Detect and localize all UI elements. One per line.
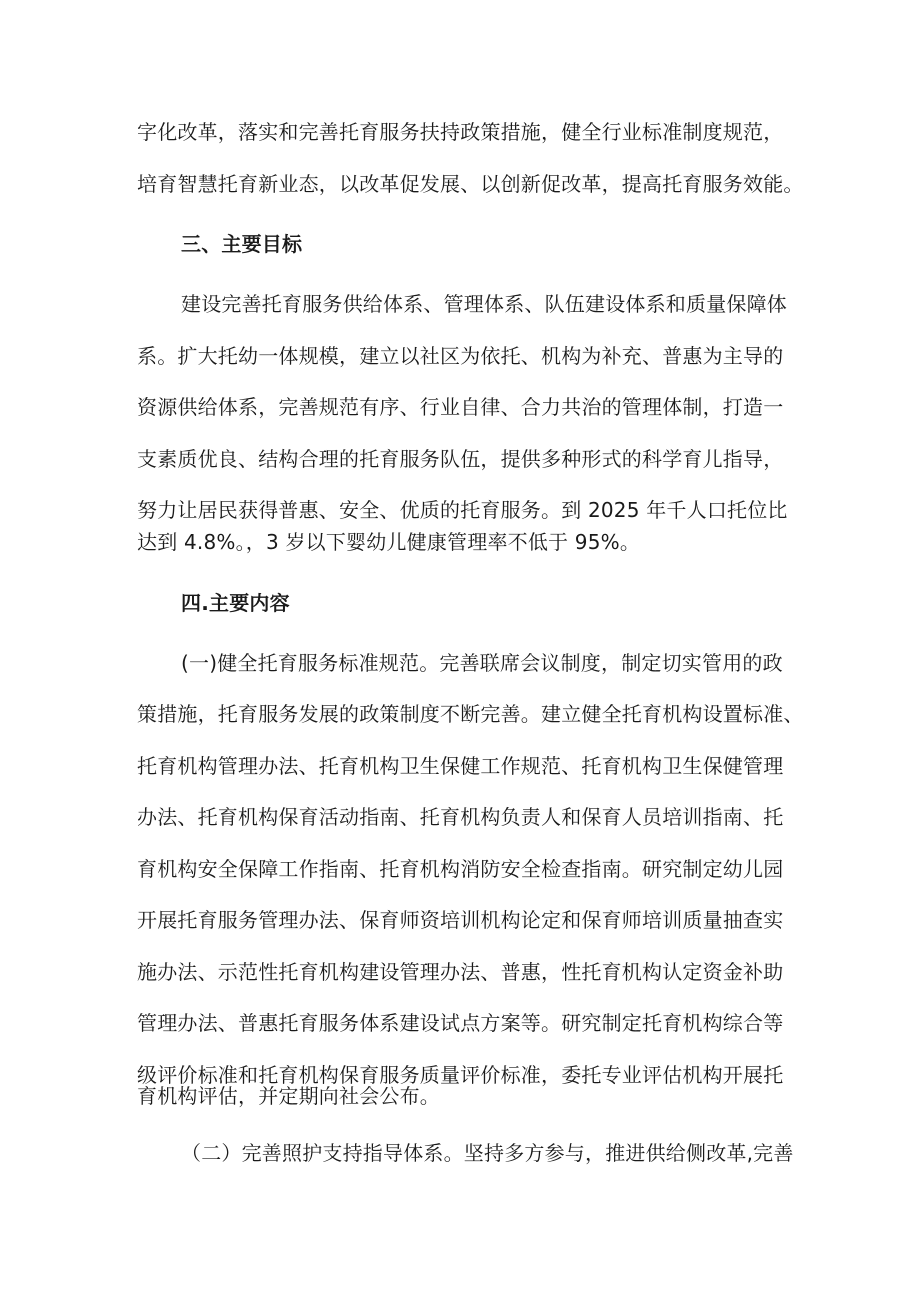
section-heading-main-goals: 三、主要目标 [181, 232, 303, 256]
paragraph-line: 育机构评估，并定期向社会公布。 [137, 1084, 440, 1108]
paragraph-line: 支素质优良、结构合理的托育服务队伍，提供多种形式的科学育儿指导， [137, 447, 784, 471]
paragraph-line: 努力让居民获得普惠、安全、优质的托育服务。到 2025 年千人口托位比 [137, 498, 788, 522]
paragraph-line: 级评价标准和托育机构保育服务质量评价标准，委托专业评估机构开展托 [137, 1063, 784, 1087]
paragraph-line: 建设完善托育服务供给体系、管理体系、队伍建设体系和质量保障体 [181, 292, 787, 316]
paragraph-line: （二）完善照护支持指导体系。坚持多方参与，推进供给侧改革,完善 [181, 1141, 794, 1165]
paragraph-line: 字化改革，落实和完善托育服务扶持政策措施，健全行业标准制度规范， [137, 120, 784, 144]
paragraph-line: 托育机构管理办法、托育机构卫生保健工作规范、托育机构卫生保健管理 [137, 754, 784, 778]
paragraph-line: 资源供给体系，完善规范有序、行业自律、合力共治的管理体制，打造一 [137, 395, 784, 419]
paragraph-line: 办法、托育机构保育活动指南、托育机构负责人和保育人员培训指南、托 [137, 805, 784, 829]
paragraph-line: 开展托育服务管理办法、保育师资培训机构论定和保育师培训质量抽查实 [137, 908, 784, 932]
paragraph-line: 达到 4.8%。，3 岁以下婴幼儿健康管理率不低于 95%。 [137, 530, 641, 554]
paragraph-line: 施办法、示范性托育机构建设管理办法、普惠，性托育机构认定资金补助 [137, 960, 784, 984]
section-heading-main-content: 四.主要内容 [181, 591, 290, 615]
paragraph-line: 育机构安全保障工作指南、托育机构消防安全检查指南。研究制定幼儿园 [137, 857, 784, 881]
paragraph-line: 培育智慧托育新业态，以改革促发展、以创新促改革，提高托育服务效能。 [137, 172, 804, 196]
paragraph-line: (一)健全托育服务标准规范。完善联席会议制度，制定切实管用的政 [181, 651, 783, 675]
paragraph-line: 策措施，托育服务发展的政策制度不断完善。建立健全托育机构设置标准、 [137, 702, 804, 726]
paragraph-line: 管理办法、普惠托育服务体系建设试点方案等。研究制定托育机构综合等 [137, 1011, 784, 1035]
paragraph-line: 系。扩大托幼一体规模，建立以社区为依托、机构为补充、普惠为主导的 [137, 344, 784, 368]
